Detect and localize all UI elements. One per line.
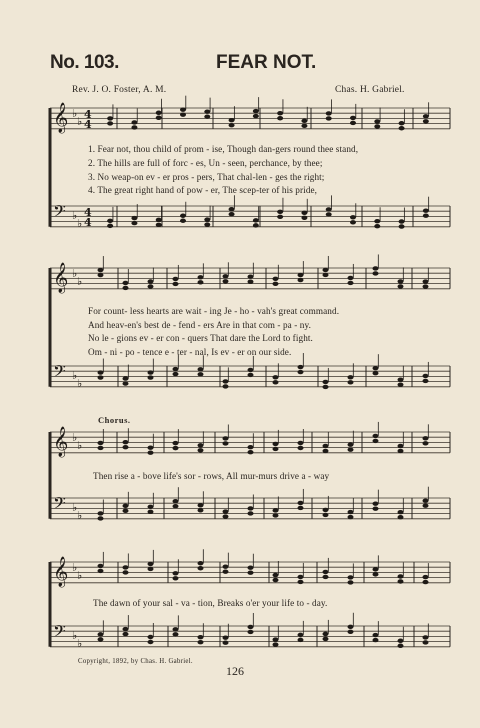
verse-2-line-2: And heav-en's best de - fend - ers Are in that com - pa - ny. (88, 320, 311, 330)
note-head (277, 111, 283, 115)
composer-credit: Chas. H. Gabriel. (335, 85, 405, 95)
note-head (198, 275, 204, 279)
note-head (98, 569, 104, 573)
note-head (198, 372, 204, 376)
note-head (148, 640, 154, 644)
note-head (173, 367, 179, 371)
note-head (98, 375, 104, 379)
note-head (123, 565, 129, 569)
note-head (148, 375, 154, 379)
flat-icon: ♭ (72, 209, 78, 222)
note-head (323, 449, 329, 453)
note-head (223, 274, 229, 278)
note-head (399, 121, 405, 125)
note-head (298, 506, 304, 510)
note-head (248, 630, 254, 634)
note-head (253, 114, 259, 118)
note-head (173, 441, 179, 445)
note-head (253, 218, 259, 222)
verse-1-line-2: For count- less hearts are wait - ing Je - ho - vah's great command. (88, 306, 340, 316)
note-head (156, 116, 162, 120)
flat-icon: ♭ (77, 275, 83, 288)
note-head (423, 441, 429, 445)
note-head (273, 642, 279, 646)
note-head (123, 381, 129, 385)
bass-clef-icon: 𝄢 (53, 493, 66, 517)
note-head (373, 506, 379, 510)
time-signature-bottom: 4 (84, 118, 92, 131)
note-head (326, 212, 332, 216)
note-head (373, 638, 379, 642)
note-head (248, 566, 254, 570)
note-head (98, 564, 104, 568)
note-head (248, 373, 254, 377)
note-head (198, 367, 204, 371)
note-head (248, 279, 254, 283)
note-head (423, 374, 429, 378)
note-head (248, 571, 254, 575)
note-head (229, 123, 235, 127)
flat-icon: ♭ (77, 637, 83, 650)
page-number: 126 (226, 664, 244, 678)
note-head (398, 284, 404, 288)
note-head (373, 439, 379, 443)
note-head (423, 504, 429, 508)
note-head (323, 273, 329, 277)
note-head (373, 633, 379, 637)
note-head (123, 281, 129, 285)
note-head (223, 636, 229, 640)
note-head (374, 224, 380, 228)
note-head (148, 451, 154, 455)
note-head (198, 280, 204, 284)
note-head (204, 109, 210, 113)
note-head (248, 625, 254, 629)
note-head (348, 580, 354, 584)
note-head (273, 513, 279, 517)
note-head (373, 572, 379, 576)
note-head (223, 641, 229, 645)
note-head (301, 124, 307, 128)
flat-icon: ♭ (72, 629, 78, 642)
note-head (223, 379, 229, 383)
note-head (223, 384, 229, 388)
note-head (107, 224, 113, 228)
note-head (398, 644, 404, 648)
note-head (423, 436, 429, 440)
note-head (399, 224, 405, 228)
note-head (423, 279, 429, 283)
note-head (148, 370, 154, 374)
lyricist-credit: Rev. J. O. Foster, A. M. (72, 85, 167, 95)
note-head (323, 385, 329, 389)
flat-icon: ♭ (72, 501, 78, 514)
note-head (156, 218, 162, 222)
note-head (198, 566, 204, 570)
note-head (326, 111, 332, 115)
note-head (123, 286, 129, 290)
note-head (173, 627, 179, 631)
note-head (348, 442, 354, 446)
note-head (173, 499, 179, 503)
note-head (423, 379, 429, 383)
note-head (123, 376, 129, 380)
note-head (323, 570, 329, 574)
note-head (123, 504, 129, 508)
chorus-lyric-line-2: The dawn of your sal - va - tion, Breaks o'er your life to - day. (93, 598, 328, 608)
note-head (148, 505, 154, 509)
note-head (156, 111, 162, 115)
flat-icon: ♭ (77, 377, 83, 390)
note-head (180, 107, 186, 111)
note-head (173, 282, 179, 286)
chorus-label: Chorus. (98, 415, 131, 425)
note-head (423, 114, 429, 118)
treble-clef-icon: 𝄞 (53, 103, 69, 133)
note-head (148, 279, 154, 283)
note-head (323, 508, 329, 512)
note-head (348, 281, 354, 285)
note-head (298, 580, 304, 584)
flat-icon: ♭ (72, 107, 78, 120)
time-signature-bottom: 4 (84, 216, 92, 229)
flat-icon: ♭ (77, 217, 83, 230)
note-head (248, 506, 254, 510)
note-head (273, 508, 279, 512)
note-head (298, 365, 304, 369)
note-head (98, 632, 104, 636)
note-head (131, 216, 137, 220)
time-signature-top: 4 (84, 108, 92, 121)
note-head (399, 219, 405, 223)
note-head (229, 118, 235, 122)
note-head (298, 273, 304, 277)
flat-icon: ♭ (77, 509, 83, 522)
note-head (173, 576, 179, 580)
note-head (298, 370, 304, 374)
note-head (107, 116, 113, 120)
note-head (399, 126, 405, 130)
note-head (148, 446, 154, 450)
note-head (273, 447, 279, 451)
note-head (173, 372, 179, 376)
note-head (248, 450, 254, 454)
hymn-title: FEAR NOT. (216, 52, 317, 73)
note-head (374, 119, 380, 123)
note-head (273, 573, 279, 577)
note-head (350, 220, 356, 224)
note-head (198, 448, 204, 452)
note-head (348, 447, 354, 451)
note-head (123, 445, 129, 449)
note-head (173, 571, 179, 575)
note-head (326, 116, 332, 120)
note-head (398, 510, 404, 514)
note-head (123, 627, 129, 631)
note-head (180, 214, 186, 218)
note-head (198, 635, 204, 639)
note-head (123, 440, 129, 444)
note-head (223, 436, 229, 440)
note-head (301, 119, 307, 123)
note-head (248, 445, 254, 449)
note-head (223, 509, 229, 513)
note-head (148, 635, 154, 639)
note-head (131, 120, 137, 124)
note-head (198, 640, 204, 644)
note-head (348, 630, 354, 634)
note-head (373, 567, 379, 571)
verse-4-line-1: 4. The great right hand of pow - er, The scep-ter of his pride, (88, 185, 318, 195)
note-head (326, 207, 332, 211)
note-head (123, 509, 129, 513)
note-head (223, 279, 229, 283)
note-head (373, 501, 379, 505)
note-head (107, 121, 113, 125)
note-head (277, 116, 283, 120)
note-head (373, 271, 379, 275)
note-head (173, 277, 179, 281)
note-head (98, 446, 104, 450)
time-signature-top: 4 (84, 206, 92, 219)
note-head (148, 284, 154, 288)
note-head (423, 208, 429, 212)
note-head (348, 575, 354, 579)
verse-1-line-1: 1. Fear not, thou child of prom - ise, Though dan-gers round thee stand, (88, 144, 359, 154)
note-head (423, 640, 429, 644)
bass-clef-icon: 𝄢 (53, 201, 66, 225)
note-head (253, 109, 259, 113)
note-head (277, 215, 283, 219)
note-head (156, 223, 162, 227)
note-head (298, 446, 304, 450)
note-head (398, 639, 404, 643)
note-head (348, 375, 354, 379)
verse-4-line-2: Om - ni - po - tence e - ter - nal, Is ev - er on our side. (88, 347, 292, 357)
note-head (323, 637, 329, 641)
note-head (123, 570, 129, 574)
note-head (301, 216, 307, 220)
flat-icon: ♭ (77, 115, 83, 128)
note-head (248, 511, 254, 515)
note-head (273, 442, 279, 446)
treble-clef-icon: 𝄞 (53, 557, 69, 587)
note-head (398, 444, 404, 448)
note-head (273, 282, 279, 286)
note-head (348, 515, 354, 519)
bass-clef-icon: 𝄢 (53, 621, 66, 645)
note-head (131, 221, 137, 225)
note-head (273, 375, 279, 379)
note-head (298, 633, 304, 637)
note-head (273, 578, 279, 582)
note-head (223, 569, 229, 573)
note-head (98, 637, 104, 641)
note-head (98, 511, 104, 515)
note-head (229, 207, 235, 211)
note-head (273, 637, 279, 641)
note-head (298, 441, 304, 445)
note-head (273, 277, 279, 281)
note-head (323, 268, 329, 272)
verse-3-line-2: No le - gions ev - er con - quers That dare the Lord to fight. (88, 333, 313, 343)
note-head (398, 574, 404, 578)
note-head (180, 112, 186, 116)
note-head (373, 366, 379, 370)
flat-icon: ♭ (72, 267, 78, 280)
note-head (204, 114, 210, 118)
note-head (350, 121, 356, 125)
note-head (423, 119, 429, 123)
note-head (398, 515, 404, 519)
note-head (398, 382, 404, 386)
note-head (198, 508, 204, 512)
chorus-lyric-line-1: Then rise a - bove life's sor - rows, All mur-murs drive a - way (93, 471, 330, 481)
note-head (98, 441, 104, 445)
note-head (223, 514, 229, 518)
note-head (229, 212, 235, 216)
note-head (248, 274, 254, 278)
note-head (273, 380, 279, 384)
note-head (98, 268, 104, 272)
note-head (350, 215, 356, 219)
note-head (423, 575, 429, 579)
note-head (423, 213, 429, 217)
flat-icon: ♭ (72, 561, 78, 574)
note-head (98, 516, 104, 520)
note-head (398, 377, 404, 381)
note-head (298, 638, 304, 642)
note-head (123, 632, 129, 636)
note-head (348, 276, 354, 280)
note-head (323, 513, 329, 517)
flat-icon: ♭ (72, 369, 78, 382)
note-head (423, 284, 429, 288)
note-head (173, 504, 179, 508)
note-head (223, 441, 229, 445)
note-head (348, 380, 354, 384)
note-head (423, 499, 429, 503)
treble-clef-icon: 𝄞 (53, 263, 69, 293)
note-head (98, 273, 104, 277)
note-head (398, 579, 404, 583)
note-head (148, 562, 154, 566)
note-head (423, 635, 429, 639)
note-head (298, 278, 304, 282)
note-head (148, 510, 154, 514)
note-head (374, 124, 380, 128)
flat-icon: ♭ (72, 431, 78, 444)
note-head (253, 223, 259, 227)
note-head (373, 371, 379, 375)
note-head (148, 567, 154, 571)
note-head (298, 575, 304, 579)
flat-icon: ♭ (77, 569, 83, 582)
note-head (223, 564, 229, 568)
note-head (323, 575, 329, 579)
note-head (173, 632, 179, 636)
note-head (323, 444, 329, 448)
flat-icon: ♭ (77, 439, 83, 452)
note-head (198, 561, 204, 565)
note-head (204, 217, 210, 221)
note-head (398, 449, 404, 453)
note-head (423, 580, 429, 584)
note-head (198, 443, 204, 447)
note-head (323, 380, 329, 384)
note-head (131, 125, 137, 129)
bass-clef-icon: 𝄢 (53, 361, 66, 385)
note-head (350, 116, 356, 120)
verse-3-line-1: 3. No weap-on ev - er pros - pers, That chal-len - ges the right; (88, 172, 325, 182)
note-head (277, 210, 283, 214)
copyright-notice: Copyright, 1892, by Chas. H. Gabriel. (78, 658, 193, 665)
note-head (204, 222, 210, 226)
note-head (323, 632, 329, 636)
note-head (301, 211, 307, 215)
note-head (98, 370, 104, 374)
treble-clef-icon: 𝄞 (53, 427, 69, 457)
note-head (348, 625, 354, 629)
note-head (107, 219, 113, 223)
note-head (198, 503, 204, 507)
note-head (173, 446, 179, 450)
note-head (398, 279, 404, 283)
note-head (374, 219, 380, 223)
note-head (298, 501, 304, 505)
note-head (180, 219, 186, 223)
note-head (373, 434, 379, 438)
verse-2-line-1: 2. The hills are full of forc - es, Un - seen, perchance, by thee; (88, 158, 323, 168)
note-head (248, 368, 254, 372)
note-head (373, 266, 379, 270)
hymn-number: No. 103. (50, 52, 119, 73)
note-head (348, 510, 354, 514)
